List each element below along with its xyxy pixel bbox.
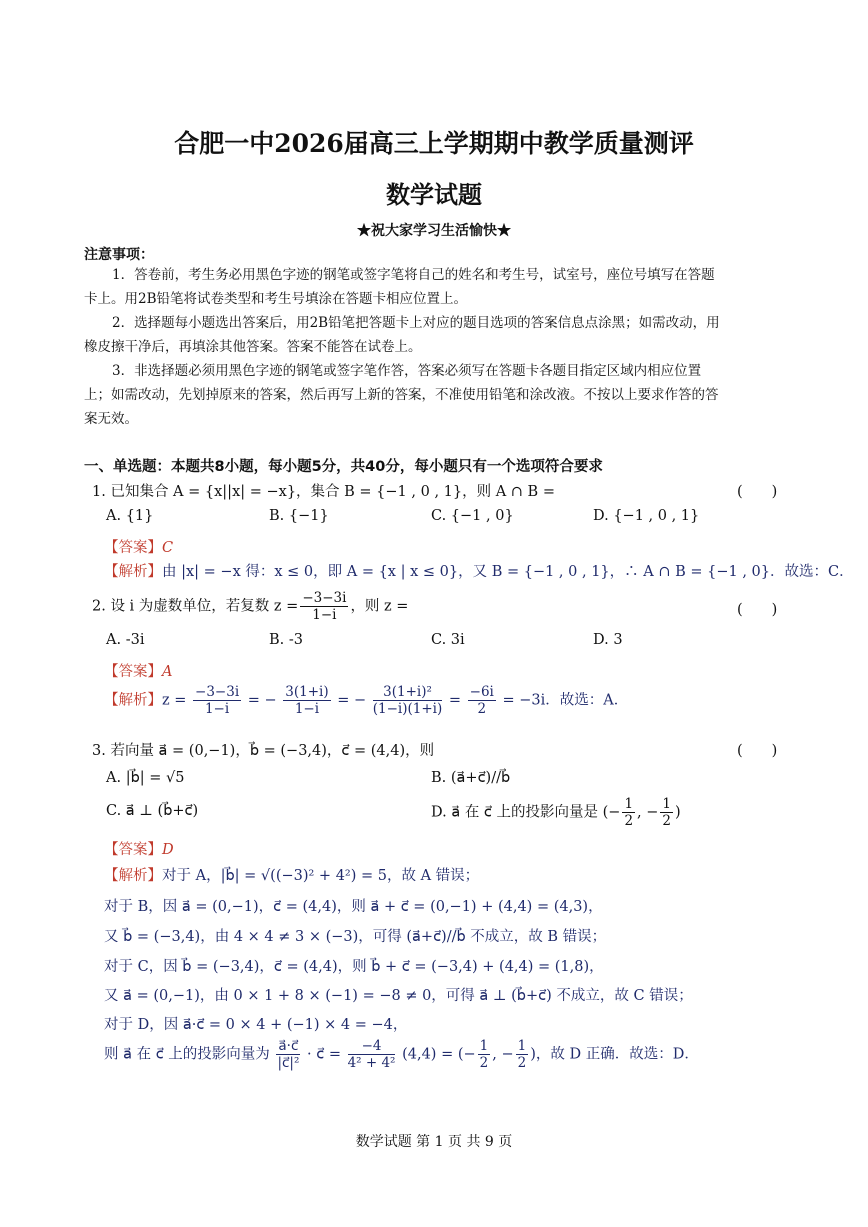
q3-option-d: D. a⃗ 在 c⃗ 上的投影向量是 (− $\frac{1}{2}$ , − $\frac{1}{2}$ ) [431,796,681,829]
q3-option-b: B. (a⃗+c⃗)//b⃗ [431,770,511,786]
section-heading: 一、单选题：本题共8小题，每小题5分，共40分，每小题只有一个选项符合要求 [84,459,603,475]
note-line: 案无效。 [84,411,138,427]
question-3-stem: 3. 若向量 a⃗ = (0,−1)，b⃗ = (−3,4)，c⃗ = (4,4)，则 [92,743,435,759]
answer-blank: ( ) [737,602,778,618]
note-line: 3．非选择题必须用黑色字迹的钢笔或签字笔作答，答案必须写在答题卡各题目指定区域内相应位置 [112,363,702,379]
q1-option-c: C. {−1 , 0} [431,508,514,524]
q2-option-b: B. -3 [269,632,303,648]
q1-option-d: D. {−1 , 0 , 1} [593,508,700,524]
q2-analysis: 【解析】z = $\frac{-3-3i}{1-i}$ = − $\frac{3(1+i)}{1-i}$ = − $\frac{\text{3(1+i)²}}{(1-i)(1+i)}$ = $\frac{-6i}{2}$ = −3i．故选：A． [104,684,629,717]
q1-option-a: A. {1} [106,508,154,524]
q3-analysis-line-3: 又 b⃗ = (−3,4)，由 4 × 4 ≠ 3 × (−3)，可得 (a⃗+c⃗)//b⃗ 不成立，故 B 错误； [104,929,607,945]
q3-answer: 【答案】D [104,842,174,858]
q3-option-a: A. |b⃗| = √5 [106,770,185,786]
notes-heading: 注意事项： [84,247,154,263]
q1-answer: 【答案】C [104,540,174,556]
q2-option-d: D. 3 [593,632,623,648]
note-line: 橡皮擦干净后，再填涂其他答案。答案不能答在试卷上。 [84,339,422,355]
note-line: 上；如需改动，先划掉原来的答案，然后再写上新的答案，不准使用铅笔和涂改液。不按以上要求作答的答 [84,387,719,403]
q3-analysis-line-7: 则 a⃗ 在 c⃗ 上的投影向量为 $\frac{a⃗\cdot c⃗}{\text{|c⃗|²}}$ · c⃗ = $\frac{-4}{\text{4² + 4²}}$ (4,4) = (− $\frac{1}{2}$ , − $\frac{1}{2}$ )，故 D 正确．故选：D． [104,1038,699,1071]
page-footer: 数学试题 第 1 页 共 9 页 [355,1134,513,1150]
answer-blank: ( ) [737,743,778,759]
question-2-stem: 2. 设 i 为虚数单位，若复数 z = $\frac{-3-3i}{1-i}$ ，则 z = [92,590,409,623]
answer-blank: ( ) [737,484,778,500]
q3-analysis-line-1: 【解析】对于 A，|b⃗| = √((−3)² + 4²) = 5，故 A 错误； [104,868,480,884]
note-line: 1．答卷前，考生务必用黑色字迹的钢笔或签字笔将自己的姓名和考生号，试室号，座位号填写在答题 [112,267,715,283]
q2-option-a: A. -3i [106,632,145,648]
note-line: 卡上。用2B铅笔将试卷类型和考生号填涂在答题卡相应位置上。 [84,291,468,307]
note-line: 2．选择题每小题选出答案后，用2B铅笔把答题卡上对应的题目选项的答案信息点涂黑；如需改动，用 [112,315,720,331]
q3-option-c: C. a⃗ ⊥ (b⃗+c⃗) [106,803,199,819]
exam-subtitle: 数学试题 [386,180,482,209]
q1-option-b: B. {−1} [269,508,329,524]
q1-analysis: 【解析】由 |x| = −x 得：x ≤ 0，即 A = {x | x ≤ 0}，又 B = {−1 , 0 , 1}，∴ A ∩ B = {−1 , 0}．故选：C． [104,564,854,580]
q2-answer: 【答案】A [104,664,173,680]
q3-analysis-line-4: 对于 C，因 b⃗ = (−3,4)，c⃗ = (4,4)，则 b⃗ + c⃗ = (−3,4) + (4,4) = (1,8)， [104,959,604,975]
exam-title: 合肥一中2026届高三上学期期中教学质量测评 [174,129,694,158]
q3-analysis-line-6: 对于 D，因 a⃗·c⃗ = 0 × 4 + (−1) × 4 = −4， [104,1017,408,1033]
q3-analysis-line-2: 对于 B，因 a⃗ = (0,−1)，c⃗ = (4,4)，则 a⃗ + c⃗ = (0,−1) + (4,4) = (4,3)， [104,899,603,915]
motto: ★祝大家学习生活愉快★ [357,223,511,239]
q2-option-c: C. 3i [431,632,465,648]
q3-analysis-line-5: 又 a⃗ = (0,−1)，由 0 × 1 + 8 × (−1) = −8 ≠ 0，可得 a⃗ ⊥ (b⃗+c⃗) 不成立，故 C 错误； [104,988,693,1004]
question-1-stem: 1. 已知集合 A = {x||x| = −x}，集合 B = {−1 , 0 , 1}，则 A ∩ B = [92,484,555,500]
